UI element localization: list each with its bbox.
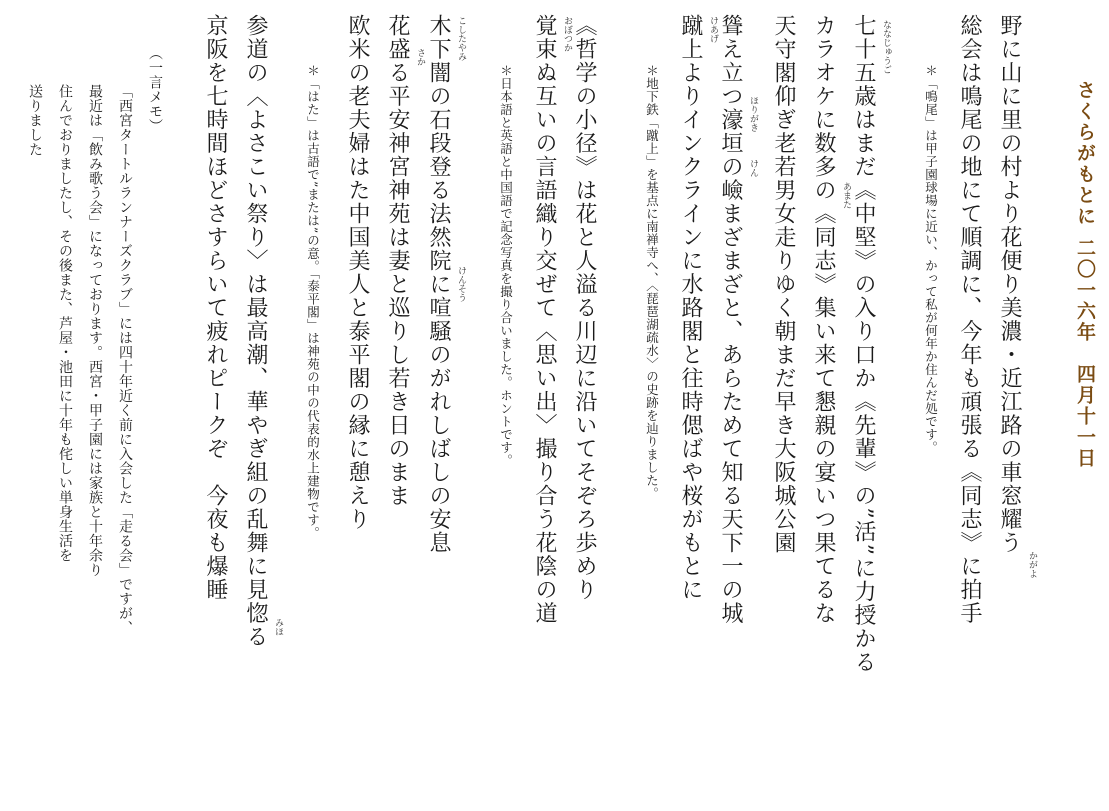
poem-line: カラオケに数多の《同志》集い来て懇親の宴いつ果てるな [811, 14, 836, 625]
poem-line: 参道の〈よさこい祭り〉は最高潮、華やぎ組の乱舞に見惚る [243, 14, 268, 649]
footnote: ＊地下鉄「蹴上」を基点に南禅寺へ、〈琵琶湖疏水〉の史跡を辿りました。 [644, 64, 660, 500]
furigana: みほ [273, 618, 283, 636]
poem-line: 京阪を七時間ほどさすらいて疲れピークぞ 今夜も爆睡 [203, 14, 228, 602]
furigana: ほりがき [748, 96, 758, 132]
footnote: ＊「鳴尾」は甲子園球場に近い、かって私が何年か住んだ処です。 [923, 64, 939, 454]
memo-heading: （一言メモ） [147, 46, 163, 133]
poem-line: 花盛る平安神宮神苑は妻と巡りし若き日のまま [385, 14, 410, 508]
memo-line: 最近は「飲み歌う会」になっております。西宮・甲子園には家族と十年余り [87, 84, 103, 577]
poem-line: 蹴上よりインクラインに水路閣と往時偲ばや桜がもとに [678, 14, 703, 602]
poem-line: 総会は鳴尾の地にて順調に、今年も頑張る《同志》に拍手 [957, 14, 982, 625]
furigana: こしたやみ [456, 16, 466, 61]
furigana: あまた [841, 182, 851, 209]
furigana: けん [748, 159, 758, 177]
footnote: ＊「はた」は古語で”または”の意。「泰平閣」は神苑の中の代表的水上建物です。 [305, 64, 321, 540]
poem-line: 覚束ぬ互いの言語織り交ぜて〈思い出〉撮り合う花陰の道 [532, 14, 557, 625]
furigana: けんそう [456, 266, 466, 302]
poem-line: 天守閣仰ぎ老若男女走りゆく朝まだ早き大阪城公園 [771, 14, 796, 555]
footnote: ＊日本語と英語と中国語で記念写真を撮り合いました。ホントです。 [498, 64, 514, 467]
furigana: おぼつか [562, 16, 572, 52]
poem-line: 野に山に里の村より花便り美濃・近江路の車窓耀う [997, 14, 1022, 555]
memo-line: 送りました [27, 84, 43, 157]
document-title: さくらがもとに [1074, 80, 1096, 227]
furigana: かがよ [1027, 551, 1037, 578]
furigana: さか [415, 48, 425, 66]
poem-line: 木下闇の石段登る法然院に喧騒のがれしばしの安息 [426, 14, 451, 555]
poem-line: 聳え立つ濠垣の嶮まざまざと、あらためて知る天下一の城 [718, 14, 743, 625]
memo-line: 「西宮タートルランナーズクラブ」には四十年近く前に入会した「走る会」ですが、 [117, 84, 133, 635]
memo-line: 住んでおりましたし、その後また、芦屋・池田に十年も侘しい単身生活を [57, 84, 73, 563]
furigana: けあげ [708, 16, 718, 43]
poem-line: 《哲学の小径》は花と人溢る川辺に沿いてそぞろ歩めり [572, 14, 597, 602]
poem-line: 七十五歳はまだ《中堅》の入り口か《先輩》の”活”に力授かる [851, 14, 876, 674]
document-date: 二〇一六年 四月十一日 [1074, 238, 1096, 469]
poem-line: 欧米の老夫婦はた中国美人と泰平閣の縁に憩えり [345, 14, 370, 531]
furigana: ななじゅうご [881, 20, 891, 74]
